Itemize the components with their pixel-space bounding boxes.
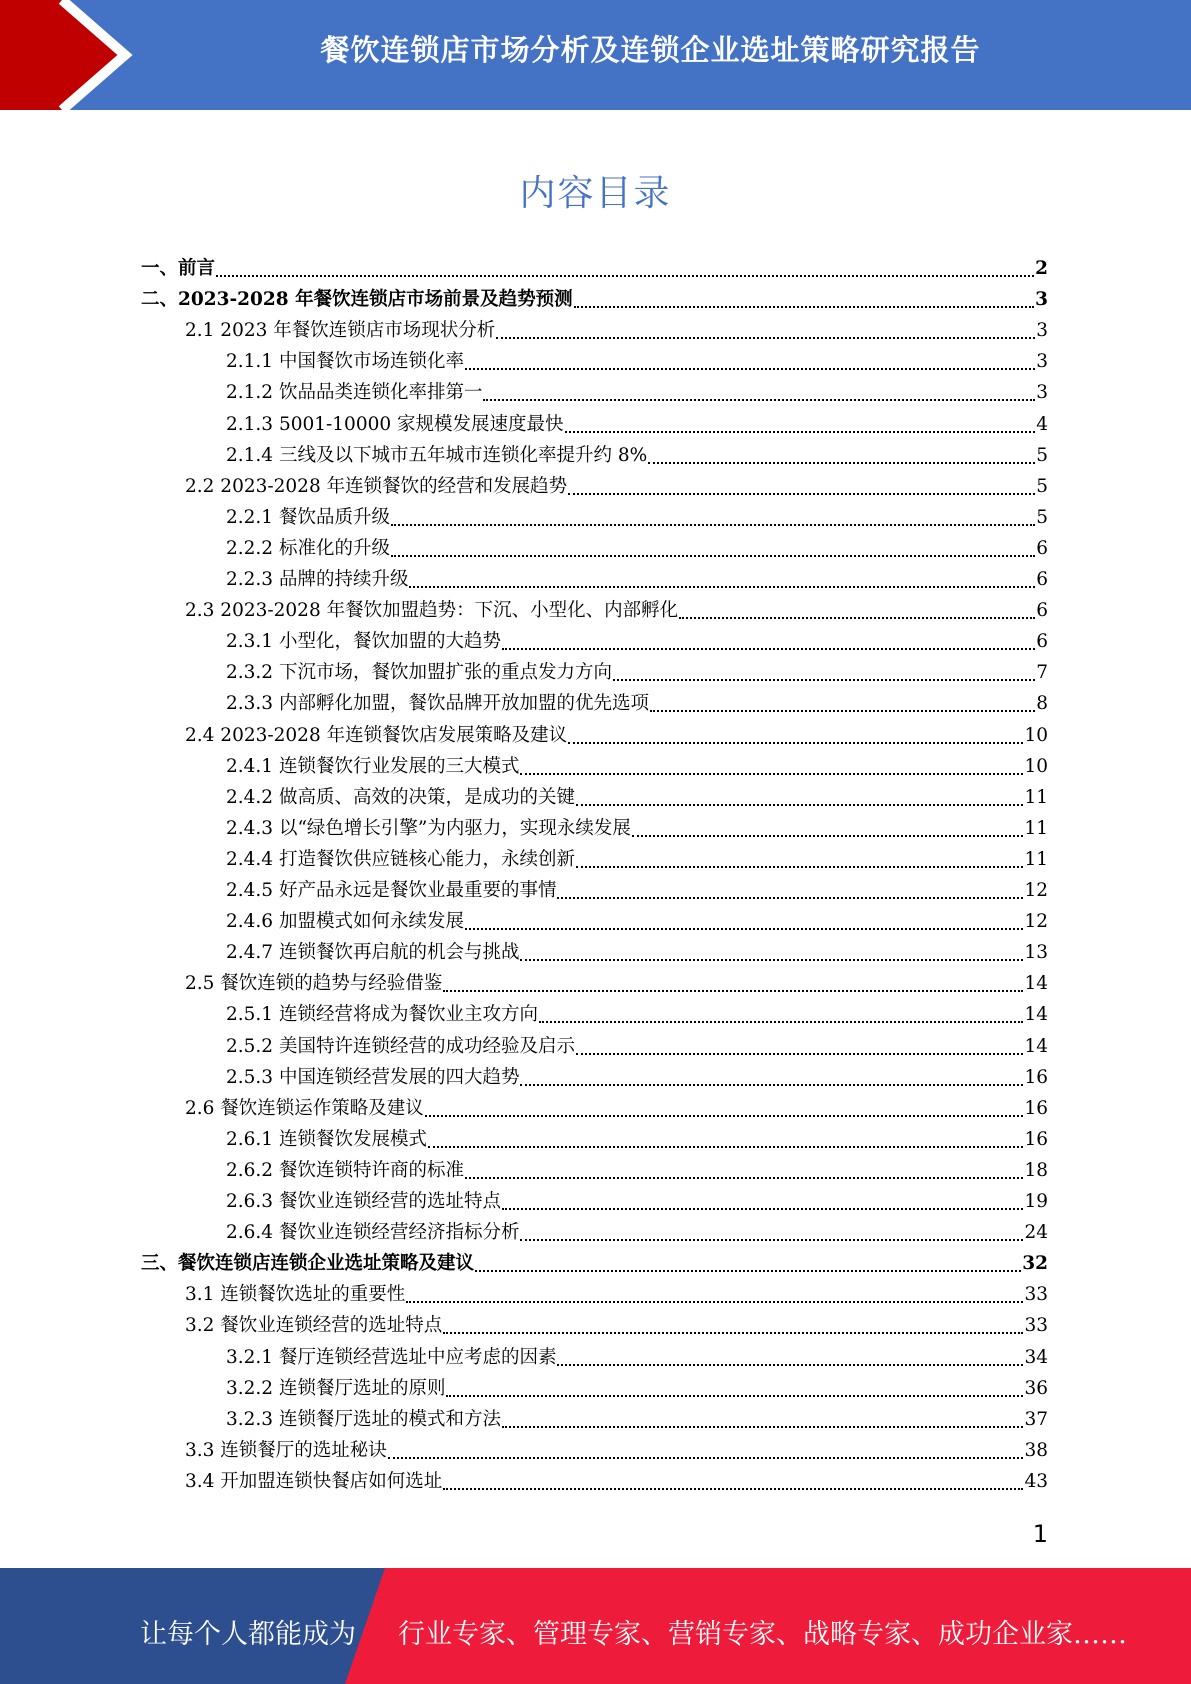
toc-entry[interactable]	[141, 876, 1048, 907]
toc-leader-dots	[568, 493, 1035, 495]
toc-entry-page: 32	[1022, 1253, 1048, 1275]
toc-entry[interactable]	[141, 1343, 1048, 1374]
toc-entry-label: 2.4.3 以“绿色增长引擎”为内驱力，实现永续发展	[226, 817, 631, 839]
toc-entry-page: 38	[1024, 1439, 1048, 1461]
toc-entry-page: 37	[1024, 1408, 1048, 1430]
toc-leader-dots	[557, 1364, 1023, 1366]
toc-entry[interactable]	[141, 503, 1048, 534]
toc-entry-label: 2.1.2 饮品品类连锁化率排第一	[226, 382, 483, 404]
toc-entry-label: 2.1.1 中国餐饮市场连锁化率	[226, 351, 464, 373]
toc-entry[interactable]	[141, 316, 1048, 347]
toc-entry-label: 2.5 餐饮连锁的趋势与经验借鉴	[185, 973, 443, 995]
toc-entry-page: 14	[1024, 1035, 1048, 1057]
toc-entry-label: 2.2.2 标准化的升级	[226, 537, 390, 559]
toc-entry-page: 3	[1036, 320, 1048, 342]
toc-entry[interactable]	[141, 814, 1048, 845]
toc-entry[interactable]	[141, 534, 1048, 565]
toc-entry[interactable]	[141, 845, 1048, 876]
toc-entry-page: 43	[1024, 1470, 1048, 1492]
toc-entry-label: 3.3 连锁餐厅的选址秘诀	[185, 1439, 387, 1461]
toc-entry-label: 2.1.3 5001-10000 家规模发展速度最快	[226, 413, 564, 435]
toc-leader-dots	[406, 1301, 1023, 1303]
toc-entry-label: 2.4.6 加盟模式如何永续发展	[226, 911, 464, 933]
toc-entry[interactable]	[141, 969, 1048, 1000]
toc-entry[interactable]	[141, 689, 1048, 720]
toc-entry[interactable]	[141, 1249, 1048, 1280]
toc-entry[interactable]	[141, 1374, 1048, 1405]
header-banner	[0, 0, 1191, 110]
toc-leader-dots	[557, 897, 1023, 899]
toc-leader-dots	[443, 990, 1023, 992]
toc-entry-label: 二、2023-2028 年餐饮连锁店市场前景及趋势预测	[141, 289, 573, 311]
toc-leader-dots	[502, 1208, 1023, 1210]
toc-entry-page: 14	[1024, 1004, 1048, 1026]
toc-entry[interactable]	[141, 378, 1048, 409]
toc-entry-page: 33	[1024, 1284, 1048, 1306]
toc-entry-page: 33	[1024, 1315, 1048, 1337]
toc-entry[interactable]	[141, 254, 1048, 285]
toc-entry[interactable]	[141, 1063, 1048, 1094]
toc-entry-label: 2.6.3 餐饮业连锁经营的选址特点	[226, 1191, 501, 1212]
toc-entry-page: 5	[1036, 444, 1048, 466]
toc-entry-page: 6	[1036, 537, 1048, 559]
toc-entry[interactable]	[141, 565, 1048, 596]
toc-entry[interactable]	[141, 1311, 1048, 1342]
toc-entry-page: 12	[1024, 880, 1048, 901]
toc-entry-label: 2.3 2023-2028 年餐饮加盟趋势：下沉、小型化、内部孵化	[185, 600, 679, 622]
toc-leader-dots	[391, 555, 1035, 557]
toc-entry-label: 2.4.2 做高质、高效的决策，是成功的关键	[226, 786, 575, 808]
toc-leader-dots	[465, 1177, 1023, 1179]
toc-entry-page: 14	[1024, 973, 1048, 995]
toc-leader-dots	[446, 1395, 1023, 1397]
toc-leader-dots	[576, 804, 1023, 806]
toc-entry-label: 一、前言	[141, 258, 216, 279]
toc-leader-dots	[465, 368, 1035, 370]
toc-entry-label: 2.1.4 三线及以下城市五年城市连锁化率提升约 8%	[226, 444, 648, 466]
toc-entry[interactable]	[141, 285, 1048, 316]
toc-entry[interactable]	[141, 1032, 1048, 1063]
toc-entry-page: 3	[1036, 351, 1048, 373]
report-title: 餐饮连锁店市场分析及连锁企业选址策略研究报告	[320, 33, 981, 67]
toc-entry[interactable]	[141, 627, 1048, 658]
toc-leader-dots	[648, 462, 1035, 464]
toc-leader-dots	[443, 1332, 1023, 1334]
toc-leader-dots	[576, 866, 1023, 868]
toc-leader-dots	[679, 617, 1035, 619]
toc-entry[interactable]	[141, 596, 1048, 627]
toc-entry-label: 2.2 2023-2028 年连锁餐饮的经营和发展趋势	[185, 475, 568, 497]
toc-entry-page: 6	[1036, 569, 1048, 590]
toc-leader-dots	[475, 1270, 1021, 1272]
toc-leader-dots	[565, 431, 1036, 433]
toc-leader-dots	[520, 1084, 1023, 1086]
toc-heading: 内容目录	[519, 173, 672, 214]
toc-entry-label: 2.4.5 好产品永远是餐饮业最重要的事情	[226, 880, 557, 901]
toc-entry-label: 3.2.3 连锁餐厅选址的模式和方法	[226, 1408, 501, 1430]
toc-leader-dots	[576, 1053, 1023, 1055]
toc-entry[interactable]	[141, 1280, 1048, 1311]
toc-entry[interactable]	[141, 1405, 1048, 1436]
toc-entry-label: 2.2.1 餐饮品质升级	[226, 506, 390, 528]
toc-entry[interactable]	[141, 347, 1048, 378]
toc-leader-dots	[613, 679, 1035, 681]
toc-entry[interactable]	[141, 1000, 1048, 1031]
toc-entry[interactable]	[141, 441, 1048, 472]
toc-leader-dots	[465, 928, 1023, 930]
toc-entry-page: 10	[1024, 724, 1048, 746]
toc-entry-page: 10	[1024, 755, 1048, 777]
toc-entry-page: 12	[1024, 911, 1048, 933]
toc-entry-page: 5	[1036, 475, 1048, 497]
toc-entry[interactable]	[141, 1436, 1048, 1467]
toc-entry[interactable]	[141, 1467, 1048, 1498]
toc-entry-page: 6	[1036, 600, 1048, 622]
toc-entry-label: 2.6.1 连锁餐饮发展模式	[226, 1128, 427, 1150]
toc-entry[interactable]	[141, 1125, 1048, 1156]
toc-leader-dots	[409, 586, 1035, 588]
toc-entry-page: 18	[1024, 1159, 1048, 1181]
toc-entry-label: 2.6 餐饮连锁运作策略及建议	[185, 1097, 424, 1119]
toc-entry[interactable]	[141, 410, 1048, 441]
toc-entry-page: 16	[1024, 1128, 1048, 1150]
toc-entry-page: 24	[1024, 1222, 1048, 1244]
toc-entry-page: 16	[1024, 1066, 1048, 1088]
toc-entry-page: 19	[1024, 1191, 1048, 1212]
toc-entry-page: 16	[1024, 1097, 1048, 1119]
toc-leader-dots	[502, 1426, 1023, 1428]
toc-entry[interactable]	[141, 907, 1048, 938]
toc-entry-page: 5	[1036, 506, 1048, 528]
toc-entry-label: 3.1 连锁餐饮选址的重要性	[185, 1284, 406, 1306]
toc-leader-dots	[650, 710, 1035, 712]
toc-entry-label: 2.5.1 连锁经营将成为餐饮业主攻方向	[226, 1004, 538, 1026]
toc-entry-page: 2	[1035, 258, 1048, 279]
toc-entry-label: 2.5.3 中国连锁经营发展的四大趋势	[226, 1066, 520, 1088]
toc-entry-label: 2.5.2 美国特许连锁经营的成功经验及启示	[226, 1035, 575, 1057]
toc-entry-label: 2.4.1 连锁餐饮行业发展的三大模式	[226, 755, 520, 777]
toc-entry-label: 2.4.4 打造餐饮供应链核心能力，永续创新	[226, 848, 575, 870]
toc-leader-dots	[632, 835, 1024, 837]
footer-slogan-left: 让每个人都能成为	[140, 1619, 356, 1650]
toc-leader-dots	[568, 742, 1023, 744]
toc-entry-label: 2.3.2 下沉市场，餐饮加盟扩张的重点发力方向	[226, 662, 612, 684]
toc-entry[interactable]	[141, 938, 1048, 969]
toc-leader-dots	[216, 275, 1034, 277]
toc-entry-label: 三、餐饮连锁店连锁企业选址策略及建议	[141, 1253, 475, 1275]
toc-leader-dots	[539, 1021, 1023, 1023]
toc-leader-dots	[388, 1457, 1024, 1459]
toc-entry-label: 2.4 2023-2028 年连锁餐饮店发展策略及建议	[185, 724, 568, 746]
toc-leader-dots	[425, 1115, 1024, 1117]
toc-entry-page: 6	[1036, 631, 1048, 653]
toc-entry-label: 3.2.2 连锁餐厅选址的原则	[226, 1377, 446, 1399]
toc-entry-label: 2.6.2 餐饮连锁特许商的标准	[226, 1159, 464, 1181]
toc-leader-dots	[520, 1239, 1023, 1241]
toc-entry-page: 3	[1035, 289, 1048, 311]
toc-entry-page: 13	[1024, 942, 1048, 964]
toc-entry-label: 2.4.7 连锁餐饮再启航的机会与挑战	[226, 942, 520, 964]
toc-leader-dots	[574, 306, 1035, 308]
toc-entry-page: 3	[1036, 382, 1048, 404]
toc-entry-label: 2.3.1 小型化，餐饮加盟的大趋势	[226, 631, 501, 653]
footer-banner	[0, 1568, 1191, 1684]
toc-entry[interactable]	[141, 783, 1048, 814]
toc-leader-dots	[502, 648, 1035, 650]
toc-entry[interactable]	[141, 1156, 1048, 1187]
toc-entry-page: 36	[1024, 1377, 1048, 1399]
toc-entry-page: 11	[1024, 786, 1048, 808]
toc-entry[interactable]	[141, 1187, 1048, 1218]
toc-entry-page: 8	[1036, 693, 1048, 715]
toc-leader-dots	[520, 773, 1023, 775]
toc-entry-label: 2.2.3 品牌的持续升级	[226, 569, 409, 590]
toc-leader-dots	[520, 959, 1023, 961]
toc-leader-dots	[391, 524, 1035, 526]
toc-entry-page: 4	[1036, 413, 1048, 435]
toc-entry[interactable]	[141, 1094, 1048, 1125]
toc-leader-dots	[496, 337, 1035, 339]
toc-entry-label: 3.4 开加盟连锁快餐店如何选址	[185, 1470, 443, 1492]
toc-entry-label: 2.1 2023 年餐饮连锁店市场现状分析	[185, 320, 496, 342]
toc-entry-label: 3.2 餐饮业连锁经营的选址特点	[185, 1315, 443, 1337]
toc-entry[interactable]	[141, 472, 1048, 503]
toc-entry[interactable]	[141, 721, 1048, 752]
toc-entry-page: 7	[1036, 662, 1048, 684]
toc-entry-label: 2.3.3 内部孵化加盟，餐饮品牌开放加盟的优先选项	[226, 693, 649, 715]
toc-entry[interactable]	[141, 752, 1048, 783]
toc-entry[interactable]	[141, 1218, 1048, 1249]
toc-leader-dots	[483, 399, 1035, 401]
toc-leader-dots	[428, 1146, 1023, 1148]
toc-entry-page: 11	[1024, 817, 1048, 839]
toc-entry-label: 2.6.4 餐饮业连锁经营经济指标分析	[226, 1222, 520, 1244]
footer-slogan-right: 行业专家、管理专家、营销专家、战略专家、成功企业家……	[398, 1619, 1127, 1650]
toc-entry[interactable]	[141, 658, 1048, 689]
page-number: 1	[1032, 1520, 1048, 1548]
toc-entry-page: 11	[1024, 848, 1048, 870]
chevron-arrow-icon	[0, 0, 160, 110]
toc-entry-page: 34	[1024, 1346, 1048, 1368]
toc-entry-label: 3.2.1 餐厅连锁经营选址中应考虑的因素	[226, 1346, 557, 1368]
toc-leader-dots	[443, 1488, 1023, 1490]
